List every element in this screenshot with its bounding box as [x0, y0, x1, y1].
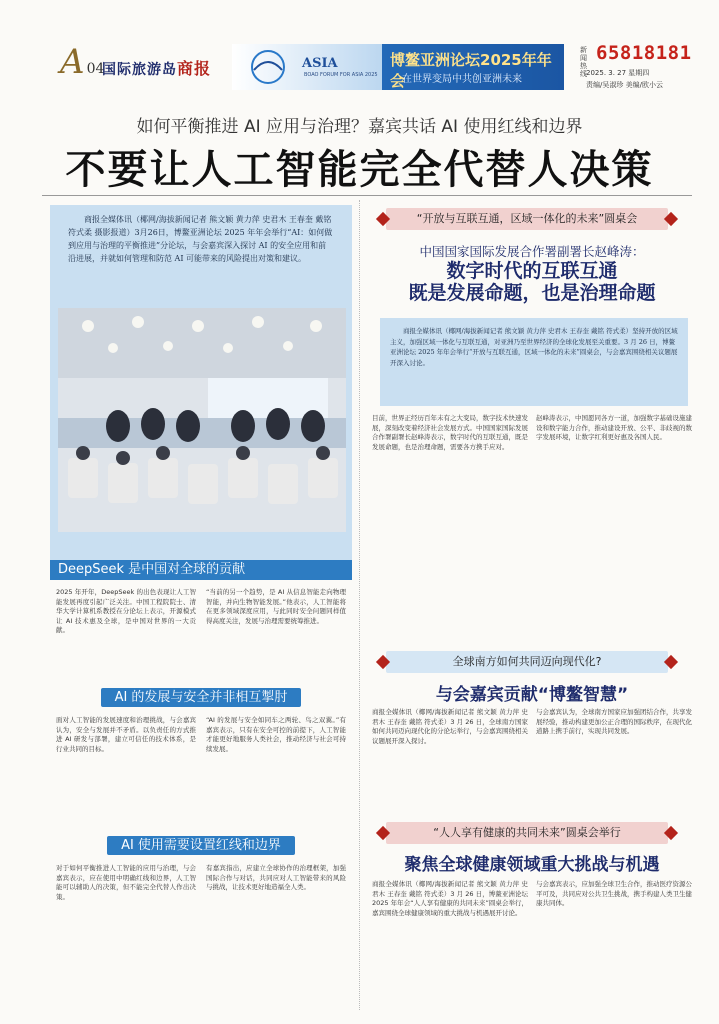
roundtable-tag-openness: “开放与互联互通，区域一体化的未来”圆桌会 — [386, 208, 668, 230]
story-deck-boao-wisdom: 与会嘉宾贡献“博鳌智慧” — [435, 685, 629, 705]
section-text-right: “当前的另一个趋势，是 AI 从信息智能走向物理智能，并向生物智能发展。”他表示，人工智能将在更多领域深度应用，与此同时安全问题同样值得高度关注，发展与治理需要统筹推进。 — [206, 588, 346, 625]
deck-line-2: 既是发展命题，也是治理命题 — [408, 282, 656, 304]
boao-logo-icon — [238, 44, 298, 90]
issue-date: 2025. 3. 27 星期四 — [586, 69, 650, 77]
story-text-left: 商报全媒体讯（椰网/海拔新闻记者 熊文颖 黄力萍 史君木 王春奎 戴铭 符式柔）3 月 26 日，博鳌亚洲论坛 2025 年年会“人人享有健康的共同未来”圆桌会举行，嘉宾围绕全球健康领域的重大挑战与机遇展开讨论。 — [372, 880, 528, 917]
hotline-label: 新闻热线 — [580, 46, 587, 78]
article-kicker: 如何平衡推进 AI 应用与治理？嘉宾共话 AI 使用红线和边界 — [136, 117, 583, 137]
section-text-right: 有嘉宾指出，应建立全球协作的治理框架，加强国际合作与对话，共同应对人工智能带来的风险与挑战，让技术更好地造福全人类。 — [206, 864, 346, 891]
banner-title: 博鳌亚洲论坛2025年年会 — [390, 51, 552, 90]
forum-logo — [232, 44, 382, 90]
banner-subtitle: 在世界变局中共创亚洲未来 — [402, 74, 522, 85]
speaker-line: 中国国家国际发展合作署副署长赵峰涛： — [419, 244, 645, 259]
story-text-right: 赵峰涛表示，中国愿同各方一道，加强数字基础设施建设和数字能力合作，推动建设开放、公平、非歧视的数字发展环境，让数字红利更好惠及各国人民。 — [536, 414, 692, 441]
story-text-left: 目前，世界正经历百年未有之大变局，数字技术快速发展，深刻改变着经济社会发展方式。中国国家国际发展合作署副署长赵峰涛表示，数字时代的互联互通，既是发展命题，也是治理命题，需要各方携手应对。 — [372, 414, 528, 451]
section-heading-redline: AI 使用需要设置红线和边界 — [50, 836, 352, 856]
forum-banner — [232, 44, 564, 90]
editor-credit: 责编/吴淑珍 美编/欧小云 — [586, 81, 663, 89]
story-intro-box: 商报全媒体讯（椰网/海拔新闻记者 熊文颖 黄力萍 史君木 王春奎 戴铭 符式柔）坚持开放的区域主义，加强区域一体化与互联互通，对亚洲乃至世界经济的全球化发展至关重要。3 月 26 日，博鳌亚洲论坛 2025 年年会举行“开放与互联互通，区域一体化的未来”圆桌会，与会嘉宾围绕相关议题展开深入讨论。 — [380, 318, 688, 406]
column-divider — [359, 200, 360, 1010]
section-heading-deepseek: DeepSeek 是中国对全球的贡献 — [50, 560, 352, 580]
banner-logo-subtext: BOAO FORUM FOR ASIA 2025 — [304, 72, 378, 78]
section-text-left: 面对人工智能的发展速度和治理挑战，与会嘉宾认为，安全与发展并不矛盾。以负责任的方式推进 AI 研发与部署，建立可信任的技术体系，是行业共同的目标。 — [56, 716, 196, 753]
roundtable-tag-global-south: 全球南方如何共同迈向现代化? — [386, 651, 668, 673]
forum-photo — [58, 308, 346, 532]
divider — [42, 195, 692, 196]
story-deck-digital — [366, 260, 698, 304]
story-text-right: 与会嘉宾认为，全球南方国家应加强团结合作，共享发展经验，推动构建更加公正合理的国际秩序，在现代化道路上携手前行，实现共同发展。 — [536, 708, 692, 735]
page-number: A 04 — [60, 42, 105, 82]
story-deck-health: 聚焦全球健康领域重大挑战与机遇 — [404, 855, 660, 875]
lead-paragraph: 商报全媒体讯（椰网/海拔新闻记者 熊文颖 黄力萍 史君木 王春奎 戴铭 符式柔 摄影报道）3月26日，博鳌亚洲论坛 2025 年年会举行“AI：如何做到应用与治理的平衡推进”分论坛，与会嘉宾深入探讨 AI 的安全应用和前沿进展，并就如何管理和防范 AI 可能带来的风险提出对策和建议。 — [68, 215, 333, 263]
newspaper-name: 国际旅游岛商报 — [102, 59, 212, 78]
hotline-number: 65818181 — [596, 42, 692, 64]
section-text-left: 2025 年开年，DeepSeek 的出色表现让人工智能发展再度引起广泛关注。中国工程院院士、清华大学计算机系教授在分论坛上表示，开源模式让 AI 技术惠及全球，是中国对世界的一大贡献。 — [56, 588, 196, 634]
article-headline: 不要让人工智能完全代替人决策 — [65, 147, 654, 193]
section-heading-ai-development: AI 的发展与安全并非相互掣肘 — [50, 688, 352, 708]
banner-logo-text: ASIA — [302, 56, 338, 71]
story-text-left: 商报全媒体讯（椰网/海拔新闻记者 熊文颖 黄力萍 史君木 王春奎 戴铭 符式柔）3 月 26 日，全球南方国家如何共同迈向现代化的分论坛举行，与会嘉宾围绕相关议题展开深入探讨。 — [372, 708, 528, 745]
conference-photo-icon — [58, 308, 346, 532]
story-text-right: 与会嘉宾表示，应加强全球卫生合作，推动医疗资源公平可及，共同应对公共卫生挑战，携手构建人类卫生健康共同体。 — [536, 880, 692, 907]
masthead — [0, 0, 719, 100]
deck-line-1: 数字时代的互联互通 — [446, 260, 618, 282]
section-text-right: “AI 的发展与安全如同车之两轮、鸟之双翼。”有嘉宾表示，只有在安全可控的前提下，人工智能才能更好地服务人类社会，推动经济与社会可持续发展。 — [206, 716, 346, 753]
section-text-left: 对于如何平衡推进人工智能的应用与治理，与会嘉宾表示，应在使用中明确红线和边界，人工智能可以辅助人的决策，但不能完全代替人作出决策。 — [56, 864, 196, 901]
roundtable-tag-health: “人人享有健康的共同未来”圆桌会举行 — [386, 822, 668, 844]
